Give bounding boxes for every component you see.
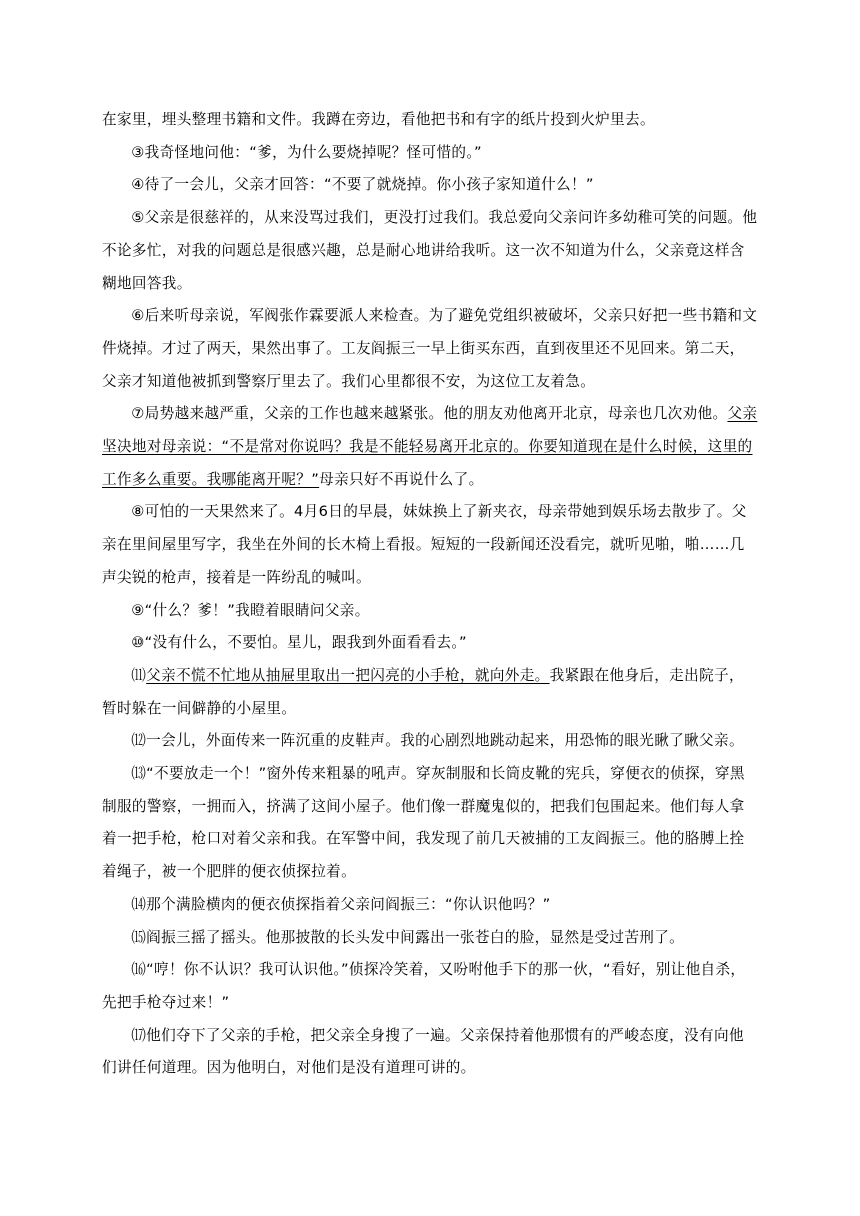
paragraph-7	[102, 398, 758, 496]
paragraph-6: ⑥后来听母亲说，军阀张作霖要派人来检查。为了避免党组织被破坏，父亲只好把一些书籍和文件烧掉。才过了两天，果然出事了。工友阎振三一早上街买东西，直到夜里还不见回来。第二天，父亲才知道他被抓到警察厅里去了。我们心里都很不安，为这位工友着急。	[102, 307, 758, 390]
paragraph-8: ⑧可怕的一天果然来了。4月6日的早晨，妹妹换上了新夹衣，母亲带她到娱乐场去散步了。父亲在里间屋里写字，我坐在外间的长木椅上看报。短短的一段新闻还没看完，就听见啪，啪……几声尖锐的枪声，接着是一阵纷乱的喊叫。	[102, 503, 747, 586]
document-page	[102, 104, 758, 1085]
paragraph-2-continued: 在家里，埋头整理书籍和文件。我蹲在旁边，看他把书和有字的纸片投到火炉里去。	[102, 111, 655, 128]
paragraph-10: ⑩“没有什么，不要怕。星儿，跟我到外面看看去。”	[131, 634, 467, 652]
paragraph-13: ⒀“不要放走一个！”窗外传来粗暴的吼声。穿灰制服和长筒皮靴的宪兵，穿便衣的侦探，穿黑制服的警察，一拥而入，挤满了这间小屋子。他们像一群魔鬼似的，把我们包围起来。他们每人拿着一把手枪，枪口对着父亲和我。在军警中间，我发现了前几天被捕的工友阎振三。他的胳膊上拴着绳子，被一个肥胖的便衣侦探拉着。	[102, 765, 745, 881]
paragraph-15: ⒂阎振三摇了摇头。他那披散的长头发中间露出一张苍白的脸，显然是受过苦刑了。	[131, 928, 685, 946]
paragraph-11-underlined-text: 父亲不慌不忙地从抽屉里取出一把闪亮的小手枪，就向外走。	[146, 666, 550, 684]
paragraph-7-underlined-text: 父亲坚决地对母亲说：“不是常对你说吗？我是不能轻易离开北京的。你要知道现在是什么时候，这里的工作多么重要。我哪能离开呢？”	[102, 405, 758, 488]
paragraph-5: ⑤父亲是很慈祥的，从来没骂过我们，更没打过我们。我总爱向父亲问许多幼稚可笑的问题。他不论多忙，对我的问题总是很感兴趣，总是耐心地讲给我听。这一次不知道为什么，父亲竟这样含糊地回答我。	[102, 209, 758, 292]
paragraph-7-text: ⑦局势越来越严重，父亲的工作也越来越紧张。他的朋友劝他离开北京，母亲也几次劝他。	[131, 405, 728, 423]
paragraph-11-tail: 我紧跟在他身后，走出院子，暂时躲在一间僻静的小屋里。	[102, 666, 744, 717]
paragraph-7-tail: 母亲只好不再说什么了。	[319, 470, 484, 488]
paragraph-11-number: ⑾	[131, 666, 147, 684]
paragraph-16: ⒃“哼！你不认识？我可认识他。”侦探冷笑着，又吩咐他手下的那一伙，“看好，别让他自杀，先把手枪夺过来！”	[102, 961, 746, 1011]
paragraph-11	[102, 660, 758, 725]
paragraph-17: ⒄他们夺下了父亲的手枪，把父亲全身搜了一遍。父亲保持着他那惯有的严峻态度，没有向他们讲任何道理。因为他明白，对他们是没有道理可讲的。	[102, 1026, 744, 1077]
paragraph-3: ③我奇怪地问他：“爹，为什么要烧掉呢？怪可惜的。”	[131, 143, 482, 161]
paragraph-12: ⑿一会儿，外面传来一阵沉重的皮鞋声。我的心剧烈地跳动起来，用恐怖的眼光瞅了瞅父亲。	[131, 732, 744, 750]
paragraph-4: ④待了一会儿，父亲才回答：“不要了就烧掉。你小孩子家知道什么！”	[131, 176, 594, 194]
paragraph-9: ⑨“什么？爹！”我瞪着眼睛问父亲。	[131, 601, 370, 619]
paragraph-14: ⒁那个满脸横肉的便衣侦探指着父亲问阎振三：“你认识他吗？”	[131, 895, 551, 913]
